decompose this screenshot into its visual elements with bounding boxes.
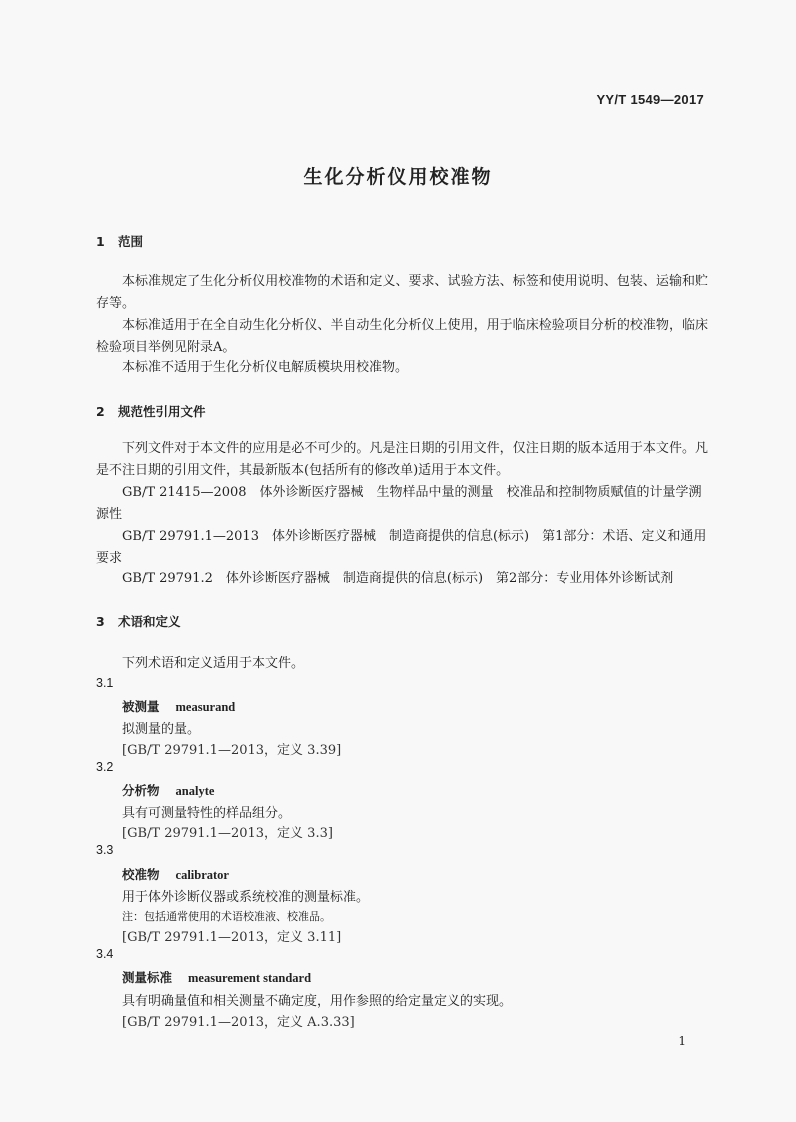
section-title: 规范性引用文件 xyxy=(118,404,206,419)
term-number: 3.1 xyxy=(96,676,114,690)
section-title: 范围 xyxy=(118,234,144,249)
term-definition: 具有可测量特性的样品组分。 xyxy=(122,806,292,821)
term-cn: 校准物 xyxy=(122,867,160,882)
term-cn: 被测量 xyxy=(122,699,160,714)
section-number: 3 xyxy=(96,614,105,629)
term-source: [GB/T 29791.1—2013，定义 3.39] xyxy=(122,743,342,758)
paragraph: 本标准不适用于生化分析仪电解质模块用校准物。 xyxy=(122,360,409,375)
term-en: measurand xyxy=(175,700,236,714)
term-definition: 用于体外诊断仪器或系统校准的测量标准。 xyxy=(122,890,370,905)
document-title: 生化分析仪用校准物 xyxy=(303,166,493,188)
term-number: 3.2 xyxy=(96,760,114,774)
paragraph: 本标准适用于在全自动生化分析仪、半自动生化分析仪上使用，用于临床检验项目分析的校准物，临床检验项目举例见附录A。 xyxy=(96,318,708,355)
term-en: analyte xyxy=(175,784,215,798)
term-source: [GB/T 29791.1—2013，定义 3.3] xyxy=(122,826,333,841)
term-source: [GB/T 29791.1—2013，定义 A.3.33] xyxy=(122,1015,355,1030)
term-number: 3.3 xyxy=(96,843,114,857)
reference-item: GB/T 29791.1—2013 体外诊断医疗器械 制造商提供的信息(标示) 第1部分：术语、定义和通用要求 xyxy=(96,529,707,566)
paragraph: 本标准规定了生化分析仪用校准物的术语和定义、要求、试验方法、标签和使用说明、包装、运输和贮存等。 xyxy=(96,274,708,311)
term-number: 3.4 xyxy=(96,947,114,961)
section-heading-normative-references xyxy=(96,402,206,420)
term-definition: 具有明确量值和相关测量不确定度，用作参照的给定量定义的实现。 xyxy=(122,994,513,1009)
paragraph: 下列术语和定义适用于本文件。 xyxy=(122,656,305,671)
section-number: 2 xyxy=(96,404,105,419)
term-source: [GB/T 29791.1—2013，定义 3.11] xyxy=(122,930,342,945)
reference-item: GB/T 21415—2008 体外诊断医疗器械 生物样品中量的测量 校准品和控制物质赋值的计量学溯源性 xyxy=(96,485,702,522)
reference-item: GB/T 29791.2 体外诊断医疗器械 制造商提供的信息(标示) 第2部分：专业用体外诊断试剂 xyxy=(122,571,674,586)
term-heading xyxy=(122,968,311,986)
term-heading xyxy=(122,781,214,799)
term-cn: 分析物 xyxy=(122,783,160,798)
section-heading-scope xyxy=(96,232,143,250)
section-title: 术语和定义 xyxy=(118,614,181,629)
page-number: 1 xyxy=(678,1034,686,1048)
term-cn: 测量标准 xyxy=(122,970,173,985)
term-en: measurement standard xyxy=(188,971,312,985)
paragraph: 下列文件对于本文件的应用是必不可少的。凡是注日期的引用文件，仅注日期的版本适用于本文件。凡是不注日期的引用文件，其最新版本(包括所有的修改单)适用于本文件。 xyxy=(96,441,708,478)
term-note: 注：包括通常使用的术语校准液、校准品。 xyxy=(122,910,331,923)
standard-number: YY/T 1549—2017 xyxy=(596,92,704,107)
term-en: calibrator xyxy=(175,868,229,882)
term-heading xyxy=(122,865,229,883)
section-number: 1 xyxy=(96,234,105,249)
term-heading xyxy=(122,697,235,715)
term-definition: 拟测量的量。 xyxy=(122,722,201,737)
section-heading-terms xyxy=(96,612,181,630)
